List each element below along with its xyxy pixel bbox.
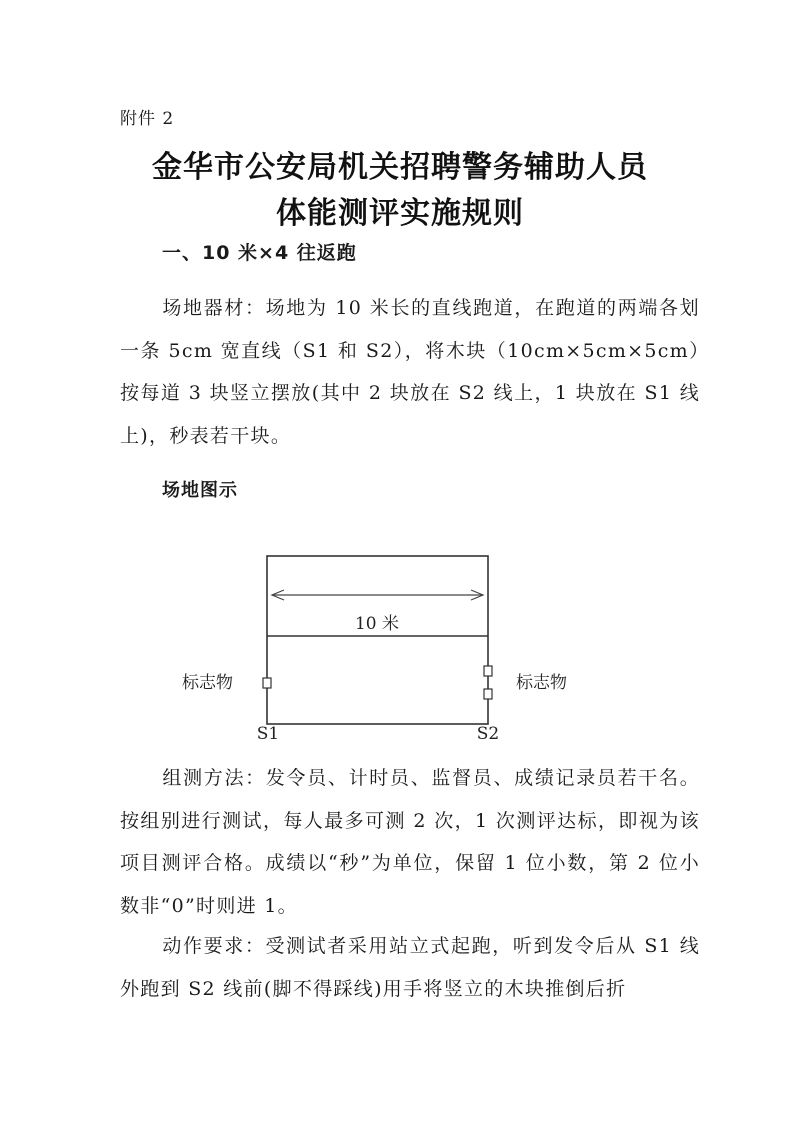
document-title-line2: 体能测评实施规则 <box>276 196 524 231</box>
marker-block-s2-lower <box>484 689 492 699</box>
marker-block-s2-upper <box>484 666 492 676</box>
line-label-s2: S2 <box>476 724 500 740</box>
action-text: 动作要求：受测试者采用站立式起跑，听到发令后从 S1 线外跑到 S2 线前(脚不得踩线)用手将竖立的木块推倒后折 <box>120 935 700 1000</box>
section-heading: 一、10 米×4 往返跑 <box>162 242 357 264</box>
venue-text: 场地器材：场地为 10 米长的直线跑道，在跑道的两端各划一条 5cm 宽直线（S1 和 S2），将木块（10cm×5cm×5cm）按每道 3 块竖立摆放(其中 2 块放在 S2 线上，1 块放在 S1 线上)，秒表若干块。 <box>120 297 700 447</box>
action-paragraph <box>120 925 700 1010</box>
venue-diagram <box>0 540 800 740</box>
venue-paragraph <box>120 287 700 457</box>
marker-block-s1 <box>263 678 271 688</box>
organization-paragraph <box>120 757 700 927</box>
organization-text: 组测方法：发令员、计时员、监督员、成绩记录员若干名。 按组别进行测试，每人最多可测 2 次，1 次测评达标，即视为该项目测评合格。成绩以“秒”为单位，保留 1 位小数，第 2 位小数非“0”时则进 1。 <box>120 767 700 917</box>
line-label-s1: S1 <box>256 724 280 740</box>
field-outline <box>267 556 488 724</box>
attachment-label: 附件 2 <box>120 109 175 129</box>
figure-label: 场地图示 <box>162 480 238 501</box>
document-title-line1: 金华市公安局机关招聘警务辅助人员 <box>152 150 648 185</box>
marker-label-right: 标志物 <box>516 673 567 693</box>
distance-label: 10 米 <box>354 614 400 634</box>
marker-label-left: 标志物 <box>182 673 233 693</box>
